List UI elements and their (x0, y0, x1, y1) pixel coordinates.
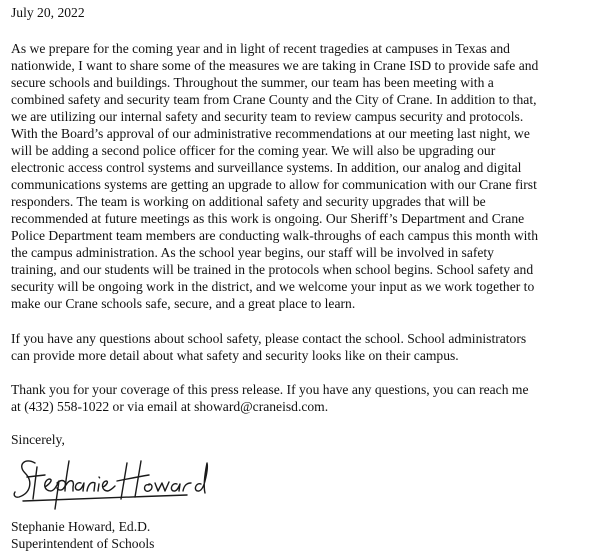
text-line: secure schools and buildings. Throughout the summer, our team has been meeting with a (11, 75, 494, 90)
text-line: communications systems are getting an upgrade to allow for communication with our Crane first (11, 177, 537, 192)
text-line: As we prepare for the coming year and in light of recent tragedies at campuses in Texas and (11, 41, 510, 56)
paragraph-questions (11, 330, 526, 364)
letter-date: July 20, 2022 (11, 5, 85, 20)
signer-block (11, 518, 154, 552)
text-line: security will be ongoing work in the district, and we welcome your input as we work together to (11, 279, 535, 294)
signer-name: Stephanie Howard, Ed.D. (11, 519, 151, 534)
closing (11, 431, 65, 448)
text-line: can provide more detail about what safety and security looks like on their campus. (11, 348, 459, 363)
text-line: recommended at future meetings as this work is ongoing. Our Sheriff’s Department and Crane (11, 211, 525, 226)
text-line: Police Department team members are conducting walk-throughs of each campus this month with (11, 228, 538, 243)
handwritten-signature (11, 453, 211, 511)
text-line: Thank you for your coverage of this press release. If you have any questions, you can reach me (11, 382, 529, 397)
signer-title: Superintendent of Schools (11, 536, 155, 551)
text-line: the campus administration. As the school year begins, our staff will be involved in safety (11, 245, 494, 260)
paragraph-safety-measures (11, 40, 538, 312)
text-line: training, and our students will be trained in the protocols when school begins. School safety and (11, 262, 534, 277)
text-line: make our Crane schools safe, secure, and a great place to learn. (11, 296, 356, 311)
text-line: If you have any questions about school safety, please contact the school. School administrators (11, 331, 527, 346)
text-line: nationwide, I want to share some of the measures we are taking in Crane ISD to provide safe and (11, 58, 539, 73)
text-line: electronic access control systems and surveillance systems. In addition, our analog and digital (11, 160, 522, 175)
text-line: With the Board’s approval of our administrative recommendations at our meeting last night, we (11, 126, 530, 141)
text-line: combined safety and security team from Crane County and the City of Crane. In addition to that, (11, 92, 537, 107)
text-line: responders. The team is working on additional safety and security upgrades that will be (11, 194, 486, 209)
paragraph-contact (11, 381, 529, 415)
text-line: will be adding a second police officer for the coming year. We will also be upgrading our (11, 143, 496, 158)
text-line: we are utilizing our internal safety and security team to review campus security and protocols. (11, 109, 524, 124)
closing-text: Sincerely, (11, 432, 65, 447)
text-line: at (432) 558-1022 or via email at showard@craneisd.com. (11, 399, 329, 414)
